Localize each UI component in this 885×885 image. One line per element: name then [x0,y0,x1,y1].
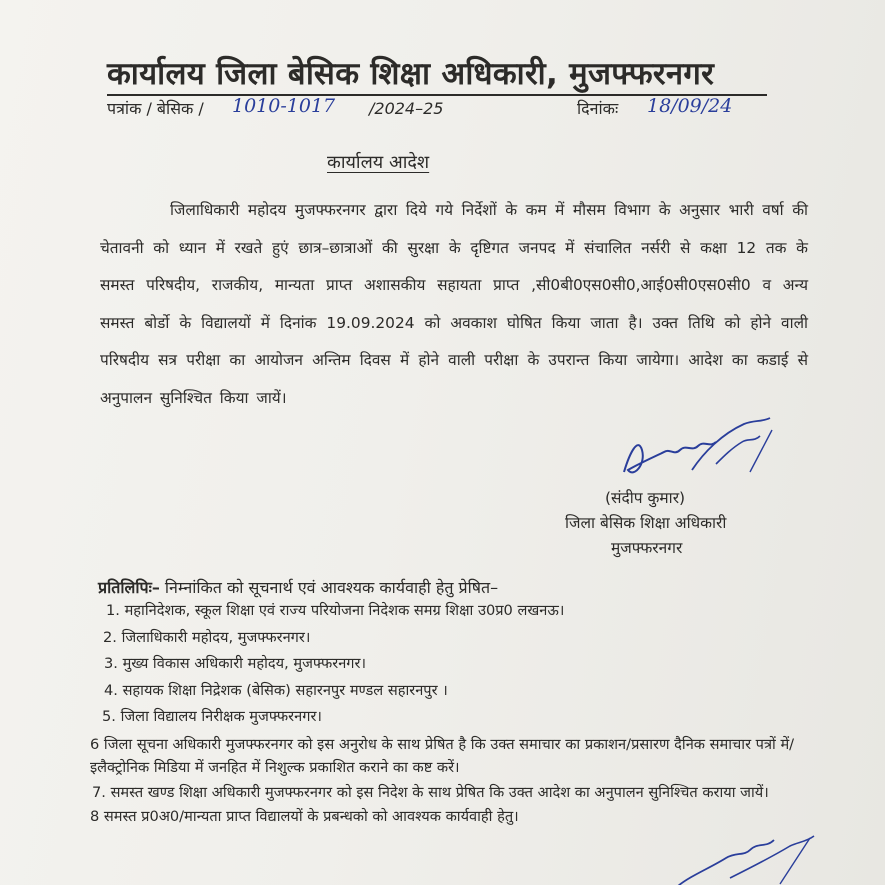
list-item: 6 जिला सूचना अधिकारी मुजफ्फरनगर को इस अनुरोध के साथ प्रेषित है कि उक्त समाचार का प्रकाशन/प्रसारण दैनिक समाचार पत्रों में/इलैक्ट्रोनिक मिडिया में जनहित में निशुल्क प्रकाशित कराने का कष्ट करें। [90,735,795,776]
signatory-name: (संदीप कुमार) [605,489,686,507]
order-body: जिलाधिकारी महोदय मुजफ्फरनगर द्वारा दिये गये निर्देशों के कम में मौसम विभाग के अनुसार भारी वर्षा की चेतावनी को ध्यान में रखते हुएं छात्र–छात्राओं की सुरक्षा के दृष्टिगत जनपद में संचालित नर्सरी से कक्षा 12 तक के समस्त परिषदीय, राजकीय, मान्यता प्राप्त अशासकीय सहायता प्राप्त ,सी0बी0एस0सी0,आई0सी0एस0सी0 व अन्य समस्त बोर्डो के विद्यालयों में दिनांक 19.09.2024 को अवकाश घोषित किया जाता है। उक्त तिथि को होने वाली परिषदीय सत्र परीक्षा का आयोजन अन्तिम दिवस में होने वाली परीक्षा के उपरान्त किया जायेगा। आदेश का कडाई से अनुपालन सुनिश्चित किया जायें। [100,201,808,407]
handwritten-signature [612,412,782,492]
list-item: 3. मुख्य विकास अधिकारी महोदय, मुजफ्फरनगर। [104,655,367,673]
office-title: कार्यालय जिला बेसिक शिक्षा अधिकारी, मुजफ्फरनगर [107,56,767,96]
ref-year: /2024–25 [369,99,444,118]
list-item: 2. जिलाधिकारी महोदय, मुजफ्फरनगर। [103,628,311,646]
list-item: 7. समस्त खण्ड शिक्षा अधिकारी मुजफ्फरनगर को इस निदेश के साथ प्रेषित कि उक्त आदेश का अनुपालन सुनिश्चित कराया जायें। [92,783,769,801]
reference-row [107,96,767,122]
copy-to-list [90,598,810,831]
list-item: 4. सहायक शिक्षा निद्रेशक (बेसिक) सहारनपुर मण्डल सहारनपुर । [104,681,448,699]
copy-to-heading-text: निम्नांकित को सूचनार्थ एवं आवश्यक कार्यवाही हेतु प्रेषित– [159,578,499,597]
signatory-designation: जिला बेसिक शिक्षा अधिकारी [565,514,727,532]
handwritten-initials [670,828,820,885]
list-item: 5. जिला विद्यालय निरीक्षक मुजफ्फरनगर। [102,708,322,726]
date-value: 18/09/24 [647,95,733,117]
copy-to-heading [98,576,498,600]
ref-label: पत्रांक / बेसिक / [107,99,204,118]
ref-number: 1010-1017 [232,95,336,117]
list-item: 1. महानिदेशक, स्कूल शिक्षा एवं राज्य परियोजना निदेशक समग्र शिक्षा उ0प्र0 लखनऊ। [106,602,565,619]
order-heading: कार्यालय आदेश [327,152,430,173]
copy-to-lead: प्रतिलिपिः– [98,578,160,597]
signatory-block [565,486,805,561]
signatory-place: मुजफ्फरनगर [611,539,683,557]
list-item: 8 समस्त प्र0अ0/मान्यता प्राप्त विद्यालयों के प्रबन्धको को आवश्यक कार्यवाही हेतु। [90,807,519,825]
date-label: दिनांकः [577,99,619,118]
